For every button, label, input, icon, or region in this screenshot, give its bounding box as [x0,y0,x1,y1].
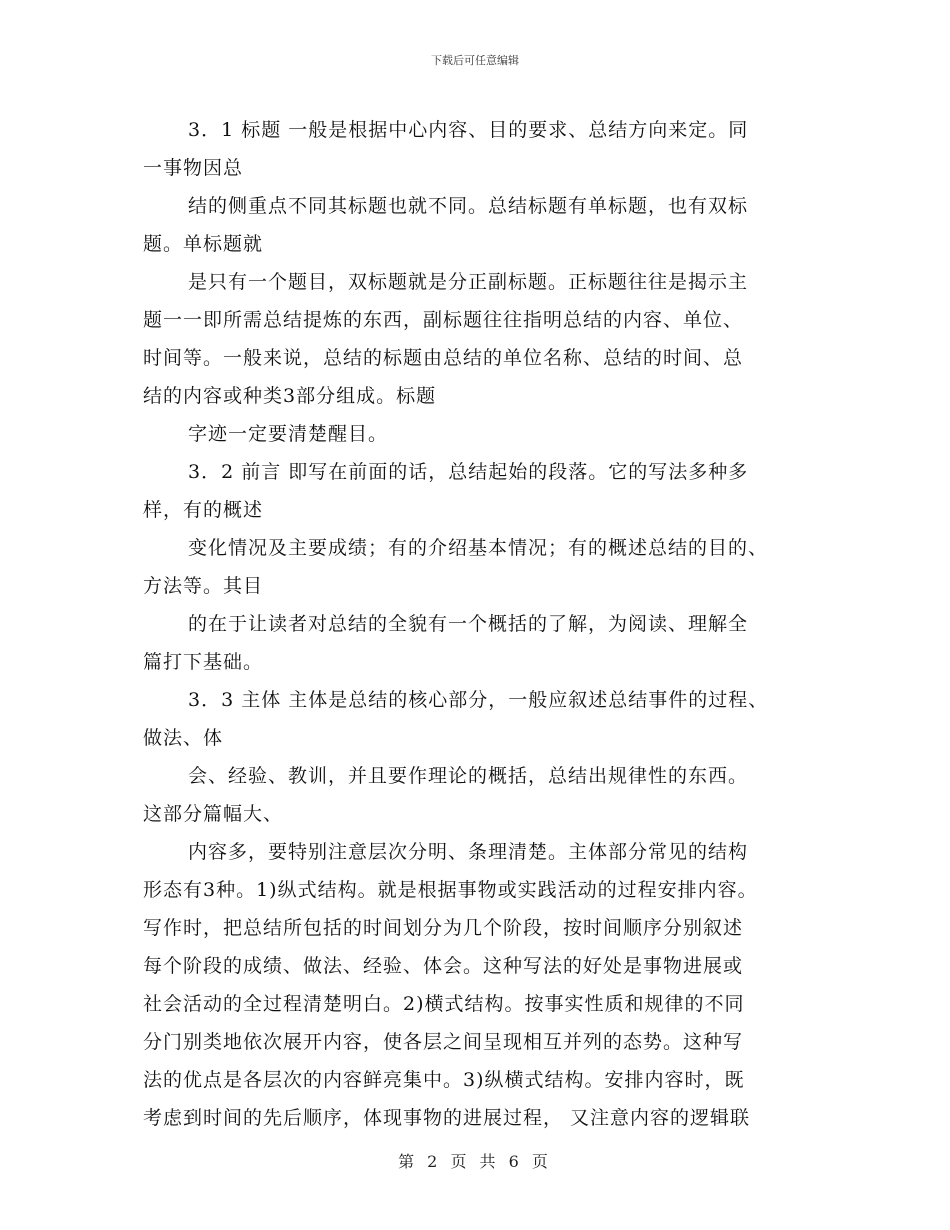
text-line: 这部分篇幅大、 [143,803,284,825]
text-line: 字迹一定要清楚醒目。 [188,423,389,445]
text-line: 形态有3种。1)纵式结构。就是根据事物或实践活动的过程安排内容。 [143,879,758,901]
text-line: 社会活动的全过程清楚明白。2)横式结构。按事实性质和规律的不同 [143,993,745,1015]
text-line: 的在于让读者对总结的全貌有一个概括的了解，为阅读、理解全 [188,613,749,635]
text-line: 3．2 前言 即写在前面的话，总结起始的段落。它的写法多种多 [188,461,749,483]
text-line: 篇打下基础。 [143,651,264,673]
document-body [143,111,823,1137]
text-line: 方法等。其目 [143,575,264,597]
page-header: 下载后可任意编辑 [431,54,519,67]
text-line: 样，有的概述 [143,499,264,521]
text-line: 题一一即所需总结提炼的东西，副标题往往指明总结的内容、单位、 [143,309,744,331]
text-line: 结的侧重点不同其标题也就不同。总结标题有单标题，也有双标 [188,195,749,217]
text-line: 结的内容或种类3部分组成。标题 [143,385,437,407]
text-line: 是只有一个题目，双标题就是分正副标题。正标题往往是揭示主 [188,271,749,293]
text-line: 题。单标题就 [143,233,264,255]
page-number-footer: 第 2 页 共 6 页 [398,1152,552,1171]
text-line: 内容多，要特别注意层次分明、条理清楚。主体部分常见的结构 [188,841,749,863]
text-line: 写作时，把总结所包括的时间划分为几个阶段，按时间顺序分别叙述 [143,917,744,939]
text-line: 一事物因总 [143,157,244,179]
text-line: 时间等。一般来说，总结的标题由总结的单位名称、总结的时间、总 [143,347,744,369]
text-line: 考虑到时间的先后顺序，体现事物的进展过程， 又注意内容的逻辑联 [143,1107,751,1129]
text-line: 会、经验、教训，并且要作理论的概括，总结出规律性的东西。 [188,765,749,787]
text-line: 法的优点是各层次的内容鲜亮集中。3)纵横式结构。安排内容时，既 [143,1069,745,1091]
text-line: 3．3 主体 主体是总结的核心部分，一般应叙述总结事件的过程、 [188,689,769,711]
text-line: 做法、体 [143,727,224,749]
text-line: 变化情况及主要成绩；有的介绍基本情况；有的概述总结的目的、 [188,537,769,559]
text-line: 分门别类地依次展开内容，使各层之间呈现相互并列的态势。这种写 [143,1031,744,1053]
text-line: 每个阶段的成绩、做法、经验、体会。这种写法的好处是事物进展或 [143,955,744,977]
text-line: 3．1 标题 一般是根据中心内容、目的要求、总结方向来定。同 [188,119,749,141]
